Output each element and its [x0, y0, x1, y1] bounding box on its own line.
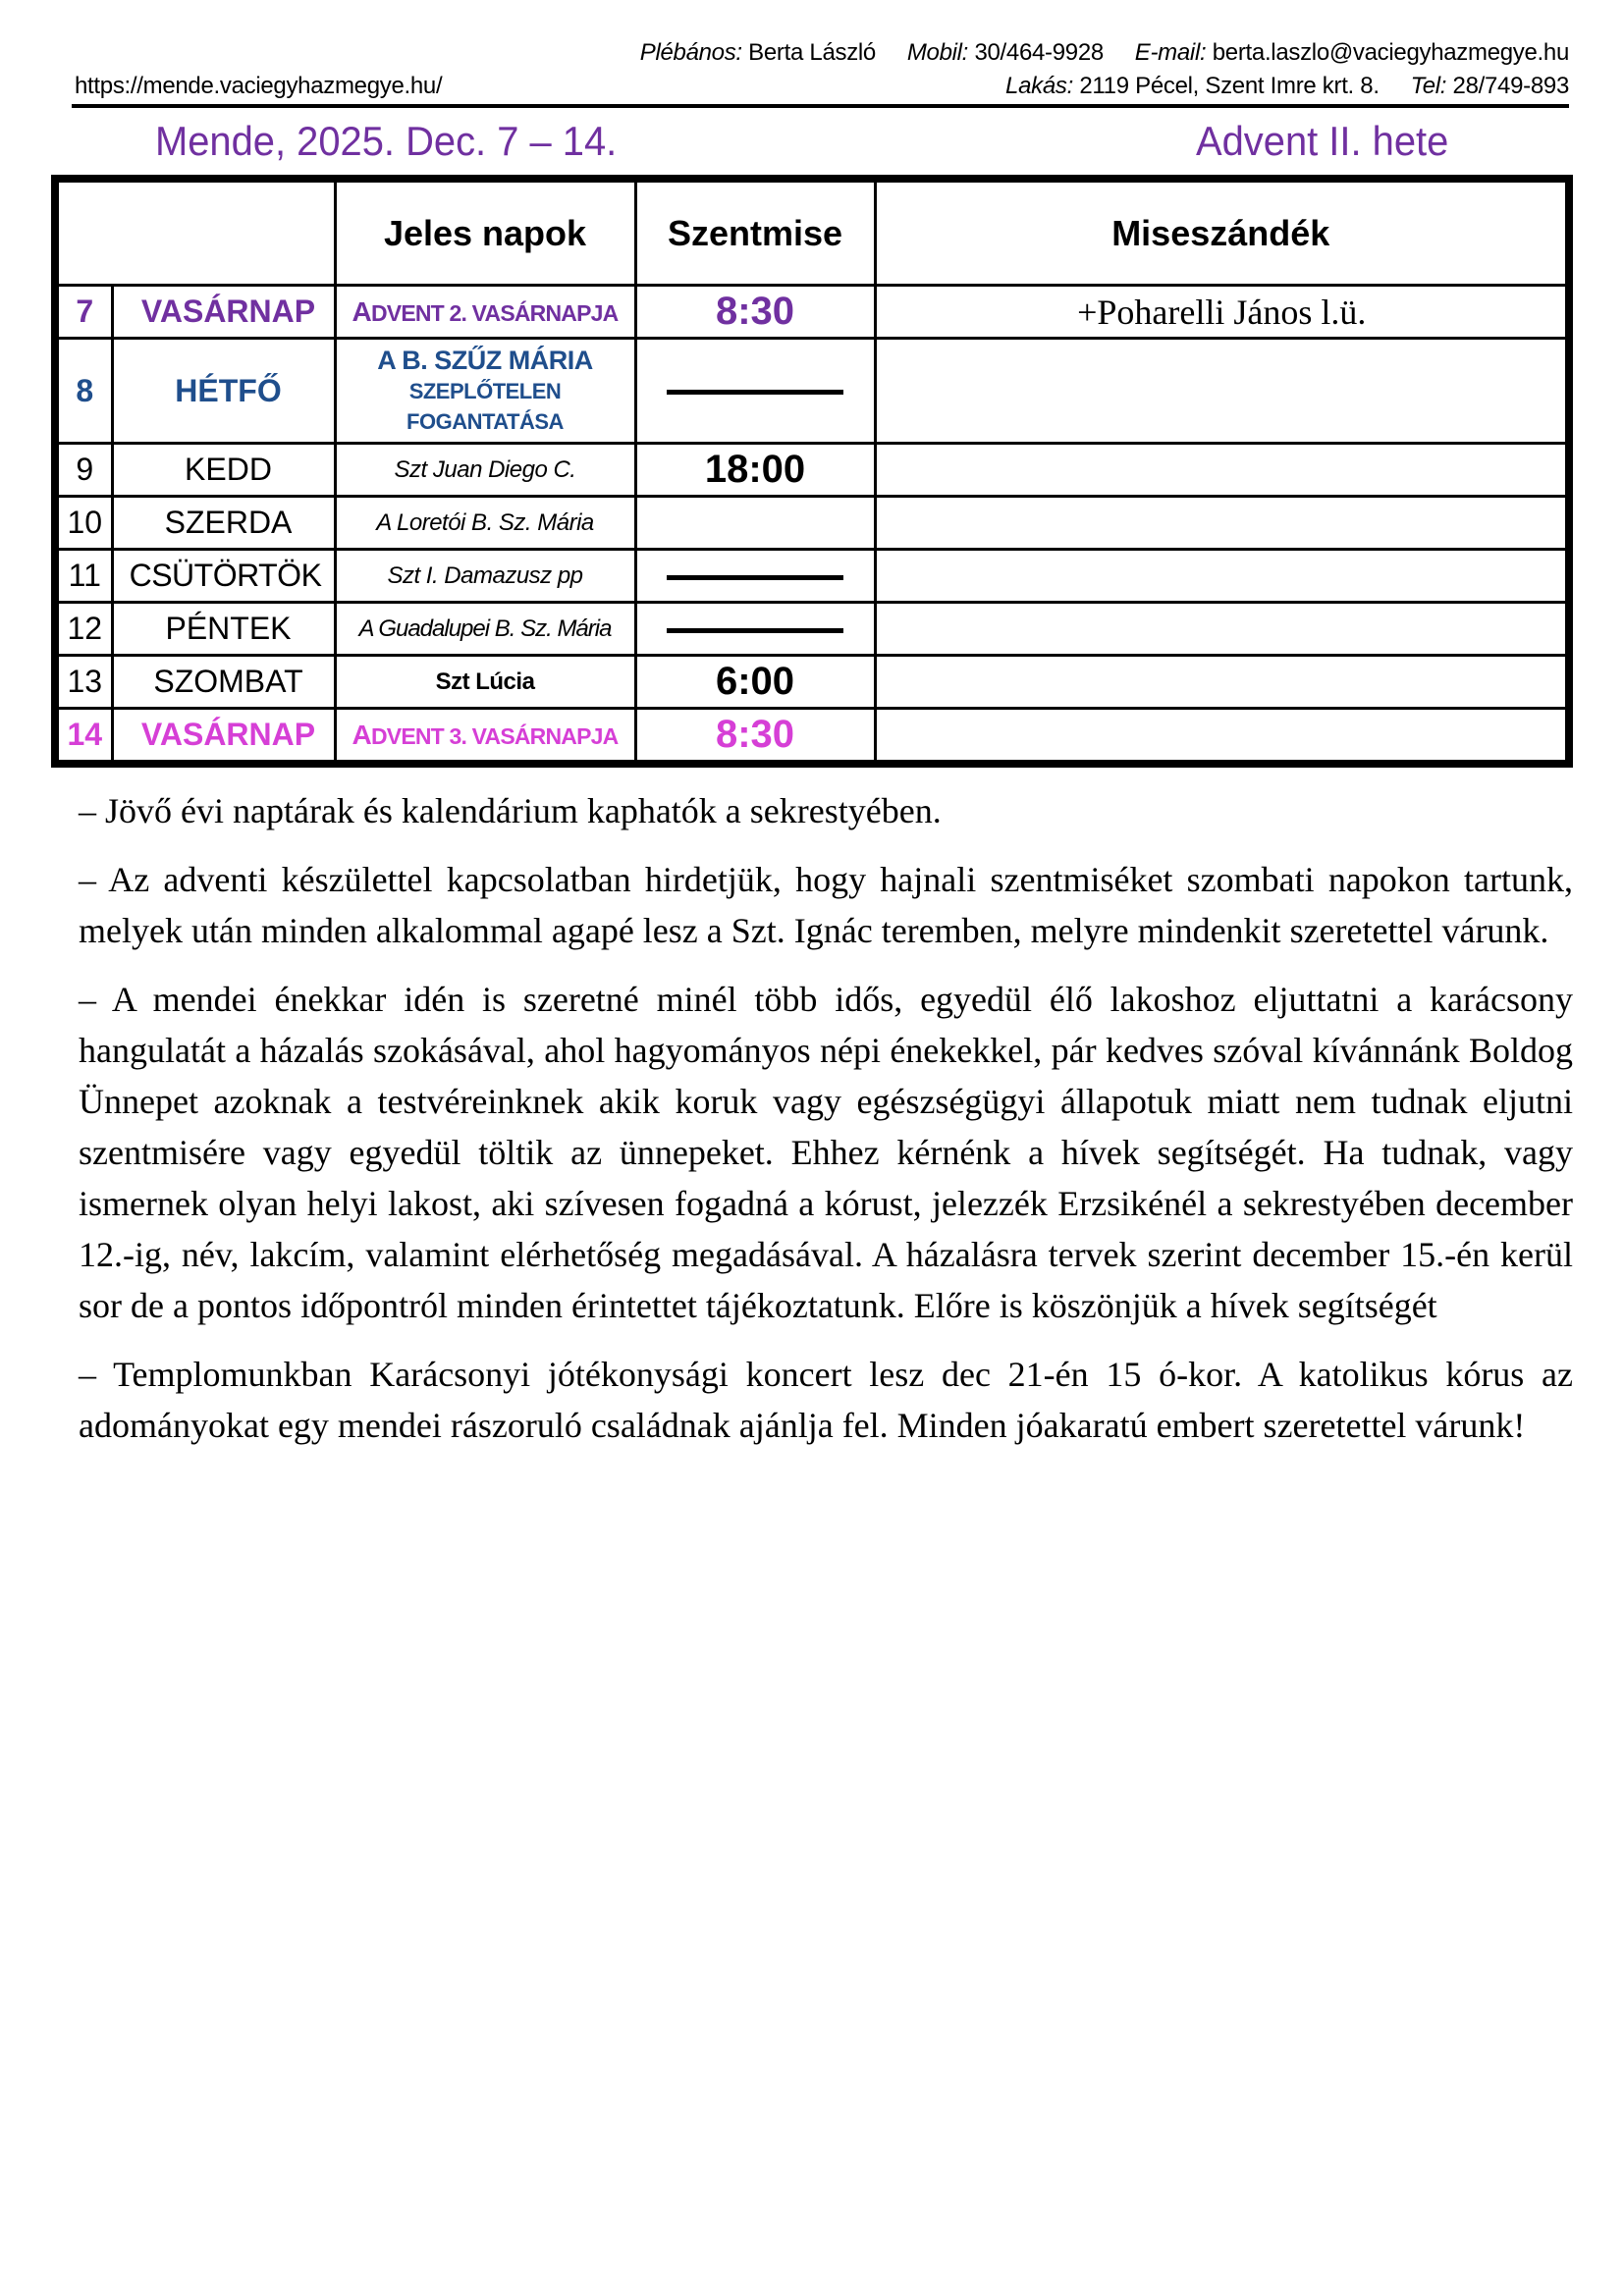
mass-intention — [875, 497, 1569, 550]
feast-name: A B. SZŰZ MÁRIA SZEPLŐTELEN FOGANTATÁSA — [335, 339, 635, 444]
feast-name: Szt Juan Diego C. — [335, 444, 635, 497]
mass-intention — [875, 656, 1569, 709]
header-cell-feasts: Jeles napok — [335, 179, 635, 286]
mass-intention — [875, 603, 1569, 656]
table-row — [55, 709, 1569, 765]
day-name: KEDD — [112, 444, 335, 497]
table-row — [55, 656, 1569, 709]
day-name: CSÜTÖRTÖK — [112, 550, 335, 603]
address: 2119 Pécel, Szent Imre krt. 8. — [1079, 73, 1380, 99]
header-cell-intention: Miseszándék — [875, 179, 1569, 286]
day-number: 14 — [55, 709, 112, 765]
day-number: 10 — [55, 497, 112, 550]
mass-time: 6:00 — [635, 656, 875, 709]
feast-name: ADVENT 2. VASÁRNAPJA — [335, 286, 635, 339]
mass-time: 8:30 — [635, 709, 875, 765]
schedule-table — [51, 175, 1573, 768]
mobile-number: 30/464-9928 — [974, 39, 1104, 66]
contact-line-1 — [640, 39, 1569, 67]
day-name: SZOMBAT — [112, 656, 335, 709]
mass-time: 18:00 — [635, 444, 875, 497]
table-row — [55, 603, 1569, 656]
table-row — [55, 286, 1569, 339]
feast-name: Szt Lúcia — [335, 656, 635, 709]
feast-name: Szt I. Damazusz pp — [335, 550, 635, 603]
feast-name: ADVENT 3. VASÁRNAPJA — [335, 709, 635, 765]
contact-line-2 — [1005, 73, 1569, 100]
mass-intention — [875, 444, 1569, 497]
day-number: 9 — [55, 444, 112, 497]
tel-label: Tel: — [1410, 73, 1447, 99]
announcements — [79, 785, 1573, 1468]
email-label: E-mail: — [1134, 39, 1207, 66]
mass-intention: +Poharelli János l.ü. — [875, 286, 1569, 339]
day-name: VASÁRNAP — [112, 286, 335, 339]
website-link[interactable]: https://mende.vaciegyhazmegye.hu/ — [75, 73, 443, 99]
header-cell-day — [55, 179, 335, 286]
table-row — [55, 339, 1569, 444]
week-title: Advent II. hete — [1196, 118, 1449, 164]
table-row — [55, 444, 1569, 497]
day-number: 7 — [55, 286, 112, 339]
day-number: 8 — [55, 339, 112, 444]
day-name: SZERDA — [112, 497, 335, 550]
header-cell-mass: Szentmise — [635, 179, 875, 286]
feast-name: A Loretói B. Sz. Mária — [335, 497, 635, 550]
announcement-choir-caroling: – A mendei énekkar idén is szeretné minél több idős, egyedül élő lakoshoz eljuttatni a karácsony hangulatát a házalás szokásával, ahol hagyományos népi énekekkel, pár kedves szóval kívánnánk Boldog Ünnepet azoknak a testvéreinknek akik koruk vagy egészségügyi állapotuk miatt nem tudnak eljutni szentmisére vagy egyedül töltik az ünnepeket. Ehhez kérnénk a hívek segítségét. Ha tudnak, vagy ismernek olyan helyi lakost, aki szívesen fogadná a kórust, jelezzék Erzsikénél a sekrestyében december 12.-ig, név, lakcím, valamint elérhetőség megadásával. A házalásra tervek szerint december 15.-én kerül sor de a pontos időpontról minden érintettet tájékoztatunk. Előre is köszönjük a hívek segítségét — [79, 980, 1573, 1325]
mass-intention — [875, 709, 1569, 765]
announcement-charity-concert: – Templomunkban Karácsonyi jótékonysági koncert lesz dec 21-én 15 ó-kor. A katolikus kórus az adományokat egy mendei rászoruló családnak ajánlja fel. Minden jóakaratú embert szeretettel várunk! — [79, 1355, 1573, 1445]
no-mass-dash — [635, 339, 875, 444]
header-rule — [72, 104, 1569, 108]
mass-time — [635, 497, 875, 550]
day-number: 12 — [55, 603, 112, 656]
day-number: 11 — [55, 550, 112, 603]
pastor-label: Plébános: — [639, 39, 742, 66]
day-name: VASÁRNAP — [112, 709, 335, 765]
announcement-calendars: – Jövő évi naptárak és kalendárium kaphatók a sekrestyében. — [79, 791, 942, 830]
day-name: HÉTFŐ — [112, 339, 335, 444]
mobile-label: Mobil: — [906, 39, 969, 66]
mass-time: 8:30 — [635, 286, 875, 339]
tel-number: 28/749-893 — [1452, 73, 1569, 99]
page-title: Mende, 2025. Dec. 7 – 14. — [155, 118, 618, 164]
email-address[interactable]: berta.laszlo@vaciegyhazmegye.hu — [1212, 39, 1569, 66]
feast-name: A Guadalupei B. Sz. Mária — [335, 603, 635, 656]
day-number: 13 — [55, 656, 112, 709]
announcement-advent-masses: – Az adventi készülettel kapcsolatban hirdetjük, hogy hajnali szentmiséket szombati napokon tartunk, melyek után minden alkalommal agapé lesz a Szt. Ignác teremben, melyre mindenkit szeretettel várunk. — [79, 860, 1573, 950]
pastor-name: Berta László — [748, 39, 876, 66]
table-row — [55, 497, 1569, 550]
day-name: PÉNTEK — [112, 603, 335, 656]
no-mass-dash — [635, 550, 875, 603]
table-row — [55, 550, 1569, 603]
address-label: Lakás: — [1005, 73, 1073, 99]
mass-intention — [875, 339, 1569, 444]
table-header-row — [55, 179, 1569, 286]
no-mass-dash — [635, 603, 875, 656]
mass-intention — [875, 550, 1569, 603]
